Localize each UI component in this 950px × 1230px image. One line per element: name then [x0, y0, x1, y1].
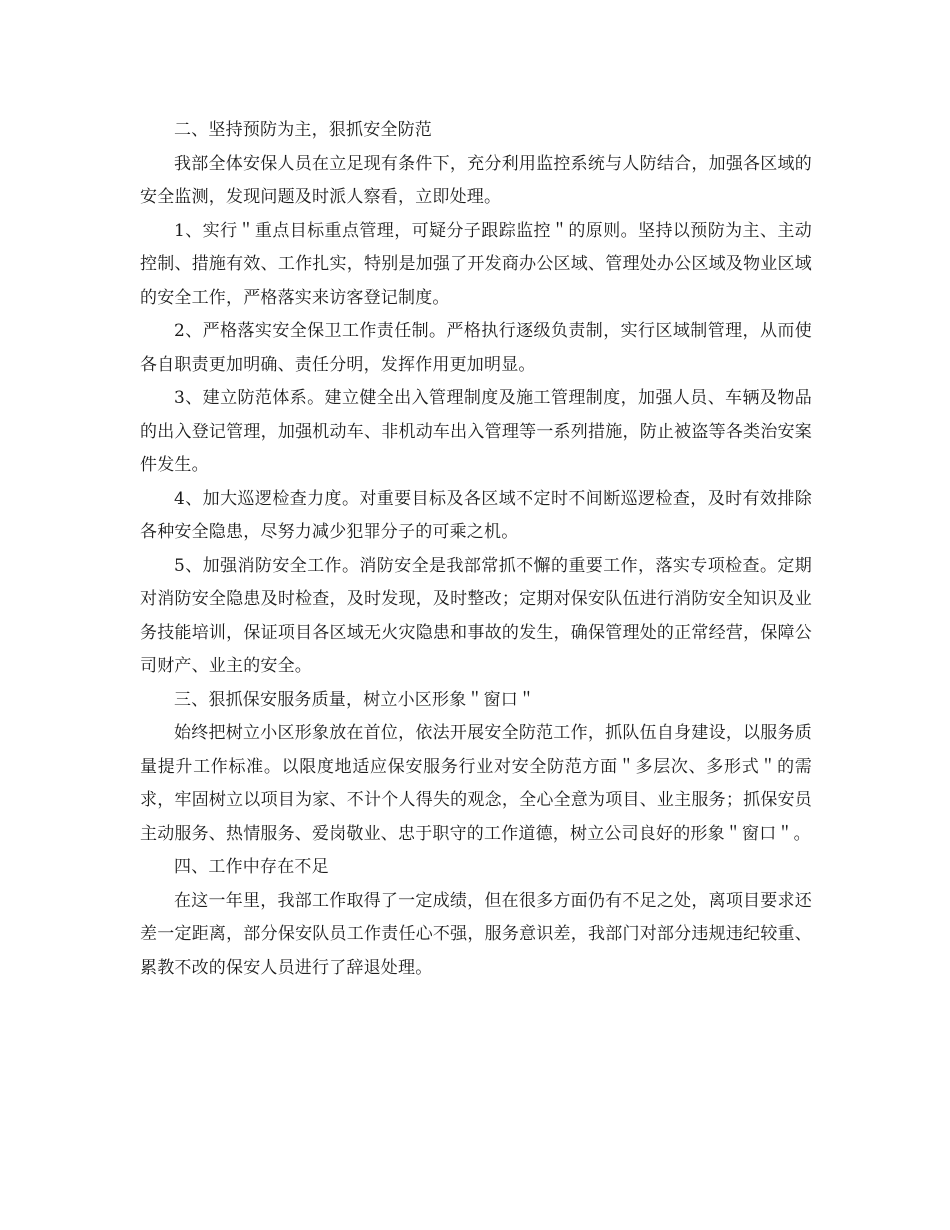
- paragraph-item-4: 4、加大巡逻检查力度。对重要目标及各区域不定时不间断巡逻检查，及时有效排除各种安全隐患，尽努力减少犯罪分子的可乘之机。: [140, 488, 812, 542]
- paragraph-item-2: 2、严格落实安全保卫工作责任制。严格执行逐级负责制，实行区域制管理，从而使各自职责更加明确、责任分明，发挥作用更加明显。: [140, 321, 812, 375]
- section-heading-prevention: 二、坚持预防为主，狠抓安全防范: [174, 120, 432, 140]
- section-heading-shortcomings: 四、工作中存在不足: [174, 857, 329, 877]
- paragraph-item-1: 1、实行＂重点目标重点管理，可疑分子跟踪监控＂的原则。坚持以预防为主、主动控制、措施有效、工作扎实，特别是加强了开发商办公区域、管理处办公区域及物业区域的安全工作，严格落实来访客登记制度。: [140, 220, 812, 308]
- paragraph-item-3: 3、建立防范体系。建立健全出入管理制度及施工管理制度，加强人员、车辆及物品的出入登记管理，加强机动车、非机动车出入管理等一系列措施，防止被盗等各类治安案件发生。: [140, 388, 812, 475]
- paragraph-service-quality: 始终把树立小区形象放在首位，依法开展安全防范工作，抓队伍自身建设，以服务质量提升工作标准。以限度地适应保安服务行业对安全防范方面＂多层次、多形式＂的需求，牢固树立以项目为家、不计个人得失的观念，全心全意为项目、业主服务；抓保安员主动服务、热情服务、爱岗敬业、忠于职守的工作道德，树立公司良好的形象＂窗口＂。: [140, 723, 812, 844]
- paragraph-intro: 我部全体安保人员在立足现有条件下，充分利用监控系统与人防结合，加强各区域的安全监测，发现问题及时派人察看，立即处理。: [140, 153, 812, 207]
- document-body: [140, 114, 812, 985]
- section-heading-service-quality: 三、狠抓保安服务质量，树立小区形象＂窗口＂: [174, 689, 536, 710]
- paragraph-item-5: 5、加强消防安全工作。消防安全是我部常抓不懈的重要工作，落实专项检查。定期对消防安全隐患及时检查，及时发现，及时整改；定期对保安队伍进行消防安全知识及业务技能培训，保证项目各区域无火灾隐患和事故的发生，确保管理处的正常经营，保障公司财产、业主的安全。: [140, 555, 812, 676]
- paragraph-shortcomings: 在这一年里，我部工作取得了一定成绩，但在很多方面仍有不足之处，离项目要求还差一定距离，部分保安队员工作责任心不强，服务意识差，我部门对部分违规违纪较重、累教不改的保安人员进行了辞退处理。: [140, 890, 812, 978]
